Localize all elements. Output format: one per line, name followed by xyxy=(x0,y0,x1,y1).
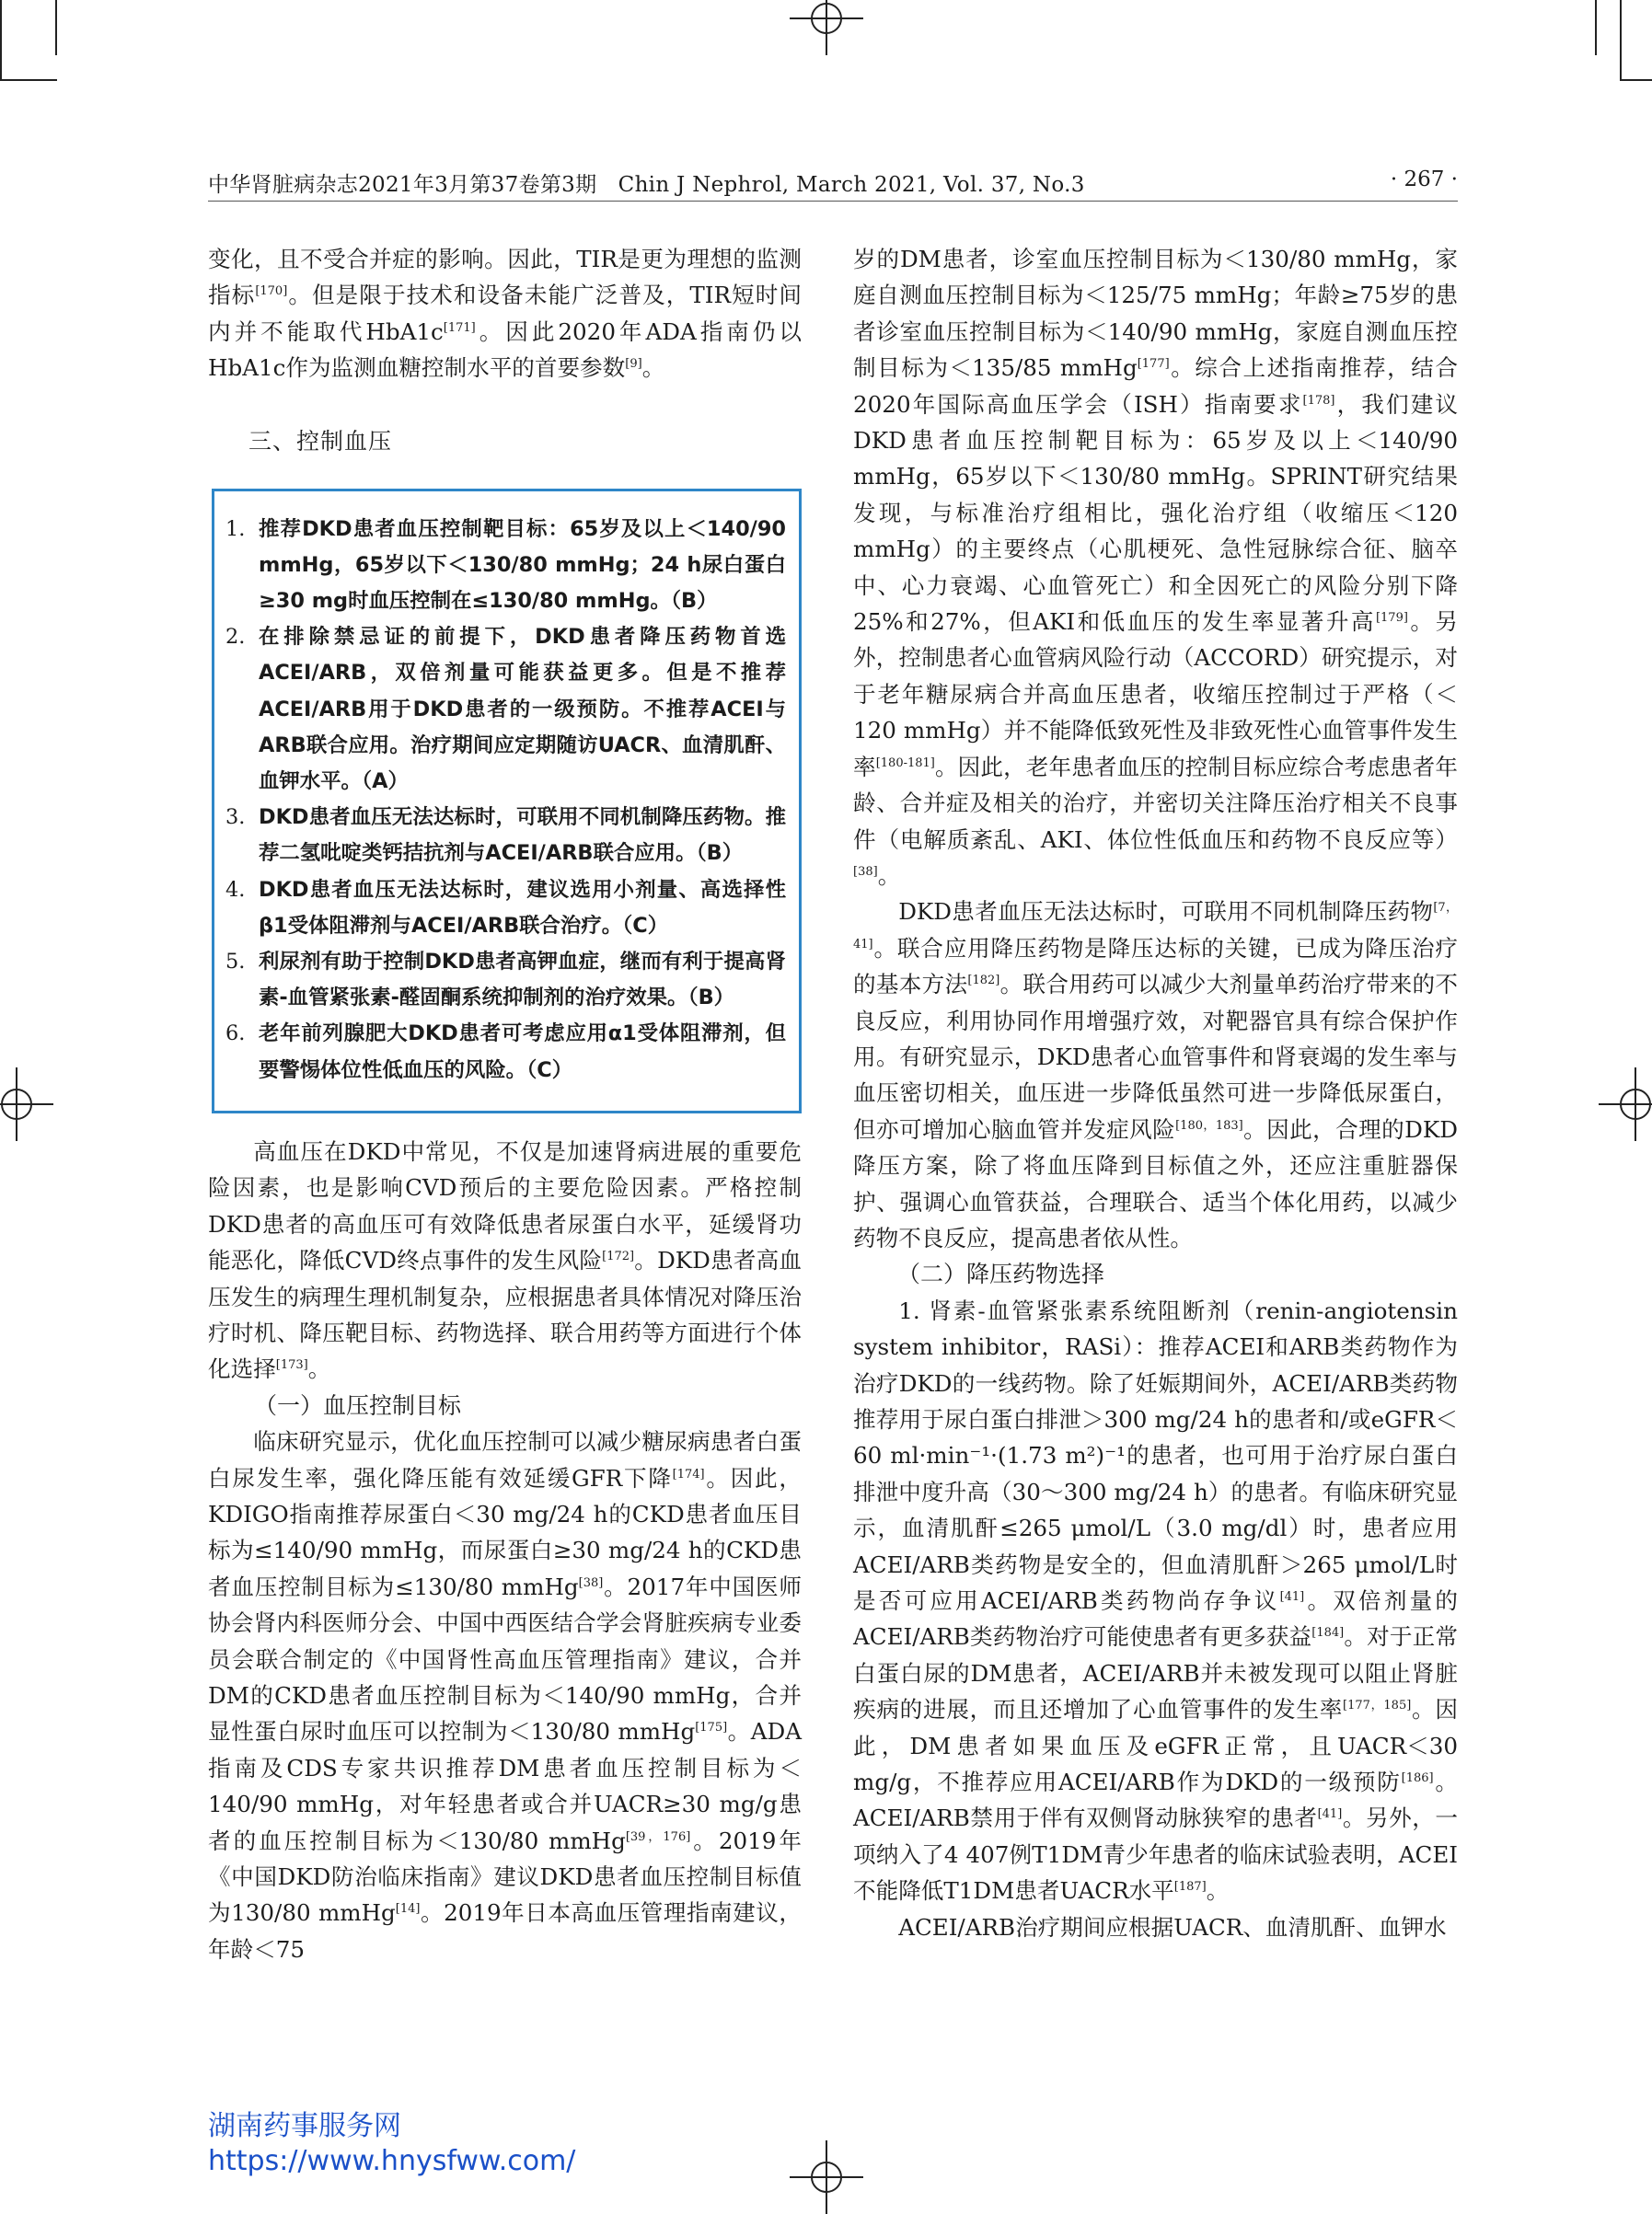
paragraph-japan-guideline: 岁的DM患者，诊室血压控制目标为＜130/80 mmHg，家庭自测血压控制目标为＜125/75 mmHg；年龄≥75岁的患者诊室血压控制目标为＜140/90 mmHg，家庭自测血压控制目标为＜135/85 mmHg[177]。综合上述指南推荐，结合2020年国际高血压学会（ISH）指南要求[178]，我们建议DKD患者血压控制靶目标为：65岁及以上＜140/90 mmHg，65岁以下＜130/80 mmHg。SPRINT研究结果发现，与标准治疗组相比，强化治疗组（收缩压＜120 mmHg）的主要终点（心肌梗死、急性冠脉综合征、脑卒中、心力衰竭、心血管死亡）和全因死亡的风险分别下降25%和27%，但AKI和低血压的发生率显著升高[179]。另外，控制患者心血管病风险行动（ACCORD）研究提示，对于老年糖尿病合并高血压患者，收缩压控制过于严格（＜120 mmHg）并不能降低致死性及非致死性心血管事件发生率[180-181]。因此，老年患者血压的控制目标应综合考虑患者年龄、合并症及相关的治疗，并密切关注降压治疗相关不良事件（电解质紊乱、AKI、体位性低血压和药物不良反应等）[38]。 xyxy=(853,246,1458,889)
subheading-drug-selection: （二）降压药物选择 xyxy=(897,1261,1105,1288)
paragraph-bp-target: 临床研究显示，优化血压控制可以减少糖尿病患者白蛋白尿发生率，强化降压能有效延缓GFR下降[174]。因此，KDIGO指南推荐尿蛋白＜30 mg/24 h的CKD患者血压目标为≤140/90 mmHg，而尿蛋白≥30 mg/24 h的CKD患者血压控制目标为≤130/80 mmHg[38]。2017年中国医师协会肾内科医师分会、中国中西医结合学会肾脏疾病专业委员会联合制定的《中国肾性高血压管理指南》建议，合并DM的CKD患者血压控制目标为＜140/90 mmHg，合并显性蛋白尿时血压可以控制为＜130/80 mmHg[175]。ADA指南及CDS专家共识推荐DM患者血压控制目标为＜140/90 mmHg，对年轻患者或合并UACR≥30 mg/g患者的血压控制目标为＜130/80 mmHg[39，176]。2019年《中国DKD防治临床指南》建议DKD患者血压控制目标值为130/80 mmHg[14]。2019年日本高血压管理指南建议，年龄＜75 xyxy=(208,1428,803,1963)
registration-crosshair-left xyxy=(0,1067,53,1141)
recommendation-box xyxy=(212,489,802,1113)
section-heading: 三、控制血压 xyxy=(248,427,393,455)
crop-mark-top-right-h xyxy=(1620,79,1652,81)
header-rule xyxy=(208,201,1458,202)
right-column xyxy=(853,241,1458,1945)
watermark xyxy=(208,2109,575,2179)
watermark-title: 湖南药事服务网 xyxy=(208,2110,401,2142)
recommendation-item: 4. DKD患者血压无法达标时，建议选用小剂量、高选择性β1受体阻滞剂与ACEI/ARB联合治疗。（C） xyxy=(225,877,786,938)
crop-mark-top-left-v xyxy=(55,0,57,55)
paragraph-rasi: 1. 肾素-血管紧张素系统阻断剂（renin-angiotensin system inhibitor，RASi）：推荐ACEI和ARB类药物作为治疗DKD的一线药物。除了妊娠期间外，ACEI/ARB类药物推荐用于尿白蛋白排泄＞300 mg/24 h的患者和/或eGFR＜60 ml·min⁻¹·(1.73 m²)⁻¹的患者，也可用于治疗尿白蛋白排泄中度升高（30～300 mg/24 h）的患者。有临床研究显示，血清肌酐≤265 μmol/L（3.0 mg/dl）时，患者应用ACEI/ARB类药物是安全的，但血清肌酐＞265 μmol/L时是否可应用ACEI/ARB类药物尚存争议[41]。双倍剂量的ACEI/ARB类药物治疗可能使患者有更多获益[184]。对于正常白蛋白尿的DM患者，ACEI/ARB并未被发现可以阻止肾脏疾病的进展，而且还增加了心血管事件的发生率[177，185]。因此，DM患者如果血压及eGFR正常，且UACR＜30 mg/g，不推荐应用ACEI/ARB作为DKD的一级预防[186]。ACEI/ARB禁用于伴有双侧肾动脉狭窄的患者[41]。另外，一项纳入了4 407例T1DM青少年患者的临床试验表明，ACEI不能降低T1DM患者UACR水平[187]。 xyxy=(853,1297,1458,1905)
crop-mark-top-left-h xyxy=(0,79,57,81)
paragraph-hypertension: 高血压在DKD中常见，不仅是加速肾病进展的重要危险因素，也是影响CVD预后的主要危险因素。严格控制DKD患者的高血压可有效降低患者尿蛋白水平，延缓肾功能恶化，降低CVD终点事件的发生风险[172]。DKD患者高血压发生的病理生理机制复杂，应根据患者具体情况对降压治疗时机、降压靶目标、药物选择、联合用药等方面进行个体化选择[173]。 xyxy=(208,1137,802,1383)
recommendation-item: 1. 推荐DKD患者血压控制靶目标：65岁及以上＜140/90 mmHg，65岁以下＜130/80 mmHg；24 h尿白蛋白≥30 mg时血压控制在≤130/80 mmHg。（B） xyxy=(225,516,786,614)
journal-citation: 中华肾脏病杂志2021年3月第37卷第3期 Chin J Nephrol, March 2021, Vol. 37, No.3 xyxy=(208,173,1085,197)
paragraph-monitoring: ACEI/ARB治疗期间应根据UACR、血清肌酐、血钾水 xyxy=(898,1913,1447,1941)
left-column xyxy=(208,241,802,1967)
paragraph-tir: 变化，且不受合并症的影响。因此，TIR是更为理想的监测指标[170]。但是限于技术和设备未能广泛普及，TIR短时间内并不能取代HbA1c[171]。因此2020年ADA指南仍以HbA1c作为监测血糖控制水平的首要参数[9]。 xyxy=(208,246,802,382)
crop-mark-top-left-v2 xyxy=(0,0,2,81)
recommendation-item: 3. DKD患者血压无法达标时，可联用不同机制降压药物。推荐二氢吡啶类钙拮抗剂与ACEI/ARB联合应用。（B） xyxy=(225,805,786,866)
crop-mark-top-right-v xyxy=(1595,0,1597,55)
recommendation-item: 5. 利尿剂有助于控制DKD患者高钾血症，继而有利于提高肾素-血管紧张素-醛固酮系统抑制剂的治疗效果。（B） xyxy=(225,950,786,1010)
registration-crosshair-bottom xyxy=(790,2140,863,2214)
subheading-bp-target: （一）血压控制目标 xyxy=(254,1391,462,1419)
registration-crosshair-right xyxy=(1599,1067,1652,1141)
page-number: · 267 · xyxy=(1390,167,1458,191)
crop-mark-top-right-v2 xyxy=(1620,0,1622,81)
watermark-url[interactable]: https://www.hnysfww.com/ xyxy=(208,2145,576,2177)
paragraph-combination: DKD患者血压无法达标时，可联用不同机制降压药物[7，41]。联合应用降压药物是降压达标的关键，已成为降压治疗的基本方法[182]。联合用药可以减少大剂量单药治疗带来的不良反应，利用协同作用增强疗效，对靶器官具有综合保护作用。有研究显示，DKD患者心血管事件和肾衰竭的发生率与血压密切相关，血压进一步降低虽然可进一步降低尿蛋白，但亦可增加心脑血管并发症风险[180，183]。因此，合理的DKD降压方案，除了将血压降到目标值之外，还应注重脏器保护、强调心血管获益，合理联合、适当个体化用药，以减少药物不良反应，提高患者依从性。 xyxy=(853,898,1458,1251)
running-header xyxy=(208,167,1458,199)
recommendation-item: 6. 老年前列腺肥大DKD患者可考虑应用α1受体阻滞剂，但要警惕体位性低血压的风险。（C） xyxy=(225,1021,786,1082)
recommendation-item: 2. 在排除禁忌证的前提下，DKD患者降压药物首选ACEI/ARB，双倍剂量可能获益更多。但是不推荐ACEI/ARB用于DKD患者的一级预防。不推荐ACEI与ARB联合应用。治疗期间应定期随访UACR、血清肌酐、血钾水平。（A） xyxy=(225,625,786,794)
registration-crosshair-top xyxy=(790,0,863,55)
